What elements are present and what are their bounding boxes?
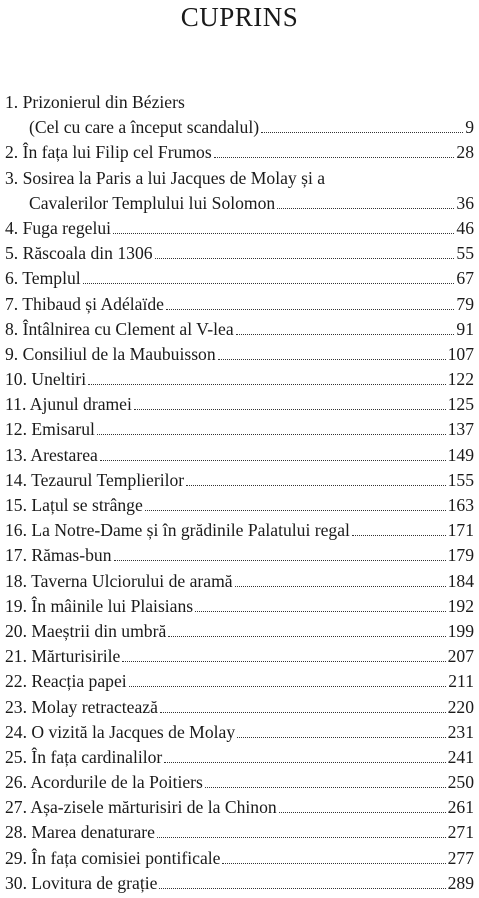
dot-leader: [83, 283, 455, 284]
toc-entry-page: 137: [447, 419, 474, 440]
toc-entry-title: 3. Sosirea la Paris a lui Jacques de Molay și a: [5, 167, 326, 188]
dot-leader: [235, 586, 446, 587]
dot-leader: [134, 409, 446, 410]
toc-entry-page: 122: [447, 369, 474, 390]
toc-entry-page: 277: [447, 847, 474, 868]
toc-entry-title: 12. Emisarul: [5, 419, 95, 440]
toc-entry: [5, 747, 474, 772]
dot-leader: [205, 787, 446, 788]
dot-leader: [160, 712, 446, 713]
toc-entry-page: 155: [447, 469, 474, 490]
toc-entry: [5, 697, 474, 722]
dot-leader: [186, 485, 445, 486]
toc-entry: [5, 470, 474, 495]
dot-leader: [218, 359, 446, 360]
toc-entry-page: 163: [447, 495, 474, 515]
toc-entry: [5, 445, 474, 470]
toc-entry: [5, 621, 474, 646]
toc-entry-title: 7. Thibaud și Adélaïde: [5, 293, 164, 314]
toc-entry-title: 17. Rămas-bun: [5, 545, 112, 566]
toc-entry: [5, 797, 474, 822]
dot-leader: [237, 737, 445, 738]
toc-entry-title: 1. Prizonierul din Béziers: [5, 92, 185, 112]
toc-entry: [5, 873, 474, 898]
toc-entry: [5, 193, 474, 218]
dot-leader: [100, 460, 446, 461]
toc-entry-page: 231: [447, 721, 474, 742]
toc-entry-page: 199: [447, 620, 474, 641]
toc-entry: [5, 848, 474, 873]
dot-leader: [159, 888, 445, 889]
dot-leader: [145, 510, 446, 511]
toc-entry-title: 27. Așa-zisele mărturisiri de la Chinon: [5, 797, 277, 818]
toc-entry-title: 25. În fața cardinalilor: [5, 746, 163, 767]
toc-entry-page: 67: [456, 268, 474, 289]
dot-leader: [261, 132, 463, 133]
toc-entry-page: 91: [456, 318, 474, 339]
toc-entry: [5, 545, 474, 570]
toc-entry: [5, 822, 474, 847]
toc-entry: [5, 142, 474, 167]
toc-entry-page: 192: [447, 595, 474, 616]
toc-entry-title: 10. Uneltiri: [5, 369, 87, 390]
toc-entry-page: 28: [456, 142, 474, 163]
toc-entry-page: 220: [447, 696, 474, 717]
toc-entry-page: 9: [465, 117, 474, 138]
dot-leader: [113, 233, 454, 234]
dot-leader: [166, 309, 454, 310]
toc-entry-title: (Cel cu care a început scandalul): [29, 117, 260, 138]
toc-entry: [5, 772, 474, 797]
dot-leader: [88, 384, 445, 385]
toc-entry: [5, 268, 474, 293]
toc-entry-page: 149: [447, 444, 474, 465]
toc-entry: [5, 92, 474, 117]
toc-entry: [5, 495, 474, 520]
toc-entry: [5, 596, 474, 621]
dot-leader: [236, 334, 455, 335]
toc-entry: [5, 571, 474, 596]
toc-entry-page: 55: [456, 243, 474, 264]
toc-entry-title: 2. În fața lui Filip cel Frumos: [5, 142, 212, 163]
toc-entry-title: 30. Lovitura de grație: [5, 872, 158, 893]
dot-leader: [352, 535, 446, 536]
toc-entry-page: 271: [447, 822, 474, 843]
toc-entry-page: 171: [447, 520, 474, 541]
toc-entry-title: 20. Maeștrii din umbră: [5, 620, 167, 641]
toc-entry-title: 21. Mărturisirile: [5, 646, 121, 667]
toc-entry-title: 8. Întâlnirea cu Clement al V-lea: [5, 318, 234, 339]
toc-entry: [5, 168, 474, 193]
dot-leader: [155, 258, 455, 259]
dot-leader: [222, 863, 445, 864]
toc-entry: [5, 117, 474, 142]
dot-leader: [164, 762, 445, 763]
dot-leader: [122, 661, 445, 662]
toc-entry-title: 26. Acordurile de la Poitiers: [5, 772, 203, 793]
table-of-contents: [5, 92, 474, 898]
toc-entry: [5, 319, 474, 344]
toc-entry-title: Cavalerilor Templului lui Solomon: [29, 192, 276, 213]
toc-entry-title: 11. Ajunul dramei: [5, 394, 132, 415]
toc-entry-page: 211: [448, 671, 474, 692]
toc-entry: [5, 646, 474, 671]
toc-entry-title: 29. În fața comisiei pontificale: [5, 847, 221, 868]
toc-entry: [5, 520, 474, 545]
dot-leader: [97, 434, 446, 435]
toc-entry-page: 36: [456, 192, 474, 213]
toc-entry-title: 28. Marea denaturare: [5, 822, 155, 843]
toc-entry-title: 24. O vizită la Jacques de Molay: [5, 721, 236, 742]
dot-leader: [195, 611, 445, 612]
toc-entry-page: 107: [447, 343, 474, 364]
toc-entry-title: 14. Tezaurul Templierilor: [5, 469, 185, 490]
toc-entry-page: 46: [456, 217, 474, 238]
toc-entry-title: 13. Arestarea: [5, 444, 98, 465]
toc-entry: [5, 294, 474, 319]
toc-entry: [5, 419, 474, 444]
toc-entry-title: 16. La Notre-Dame și în grădinile Palatului regal: [5, 520, 350, 541]
toc-entry-title: 9. Consiliul de la Maubuisson: [5, 343, 216, 364]
toc-entry-page: 179: [447, 545, 474, 566]
toc-entry-title: 23. Molay retractează: [5, 696, 158, 717]
toc-entry: [5, 722, 474, 747]
dot-leader: [157, 837, 446, 838]
toc-entry-page: 125: [447, 394, 474, 415]
dot-leader: [277, 208, 454, 209]
toc-entry: [5, 394, 474, 419]
toc-entry-page: 207: [447, 646, 474, 667]
dot-leader: [114, 560, 446, 561]
toc-entry-title: 19. În mâinile lui Plaisians: [5, 595, 194, 616]
toc-entry: [5, 671, 474, 696]
toc-entry-page: 184: [447, 570, 474, 591]
toc-entry-title: 22. Reacția papei: [5, 671, 127, 692]
dot-leader: [168, 636, 445, 637]
toc-entry: [5, 218, 474, 243]
toc-entry-title: 18. Taverna Ulciorului de aramă: [5, 570, 233, 591]
toc-entry-page: 250: [447, 772, 474, 793]
toc-entry-page: 241: [447, 746, 474, 767]
toc-entry-title: 15. Lațul se strânge: [5, 495, 143, 515]
toc-entry-title: 5. Răscoala din 1306: [5, 243, 153, 264]
toc-entry-title: 4. Fuga regelui: [5, 217, 112, 238]
toc-entry-page: 261: [447, 797, 474, 818]
dot-leader: [129, 686, 447, 687]
page-title: CUPRINS: [180, 2, 299, 32]
toc-entry: [5, 243, 474, 268]
toc-entry-title: 6. Templul: [5, 268, 81, 289]
dot-leader: [279, 812, 446, 813]
toc-entry-page: 289: [447, 872, 474, 893]
toc-entry-page: 79: [456, 293, 474, 314]
toc-entry: [5, 344, 474, 369]
toc-entry: [5, 369, 474, 394]
dot-leader: [214, 157, 455, 158]
